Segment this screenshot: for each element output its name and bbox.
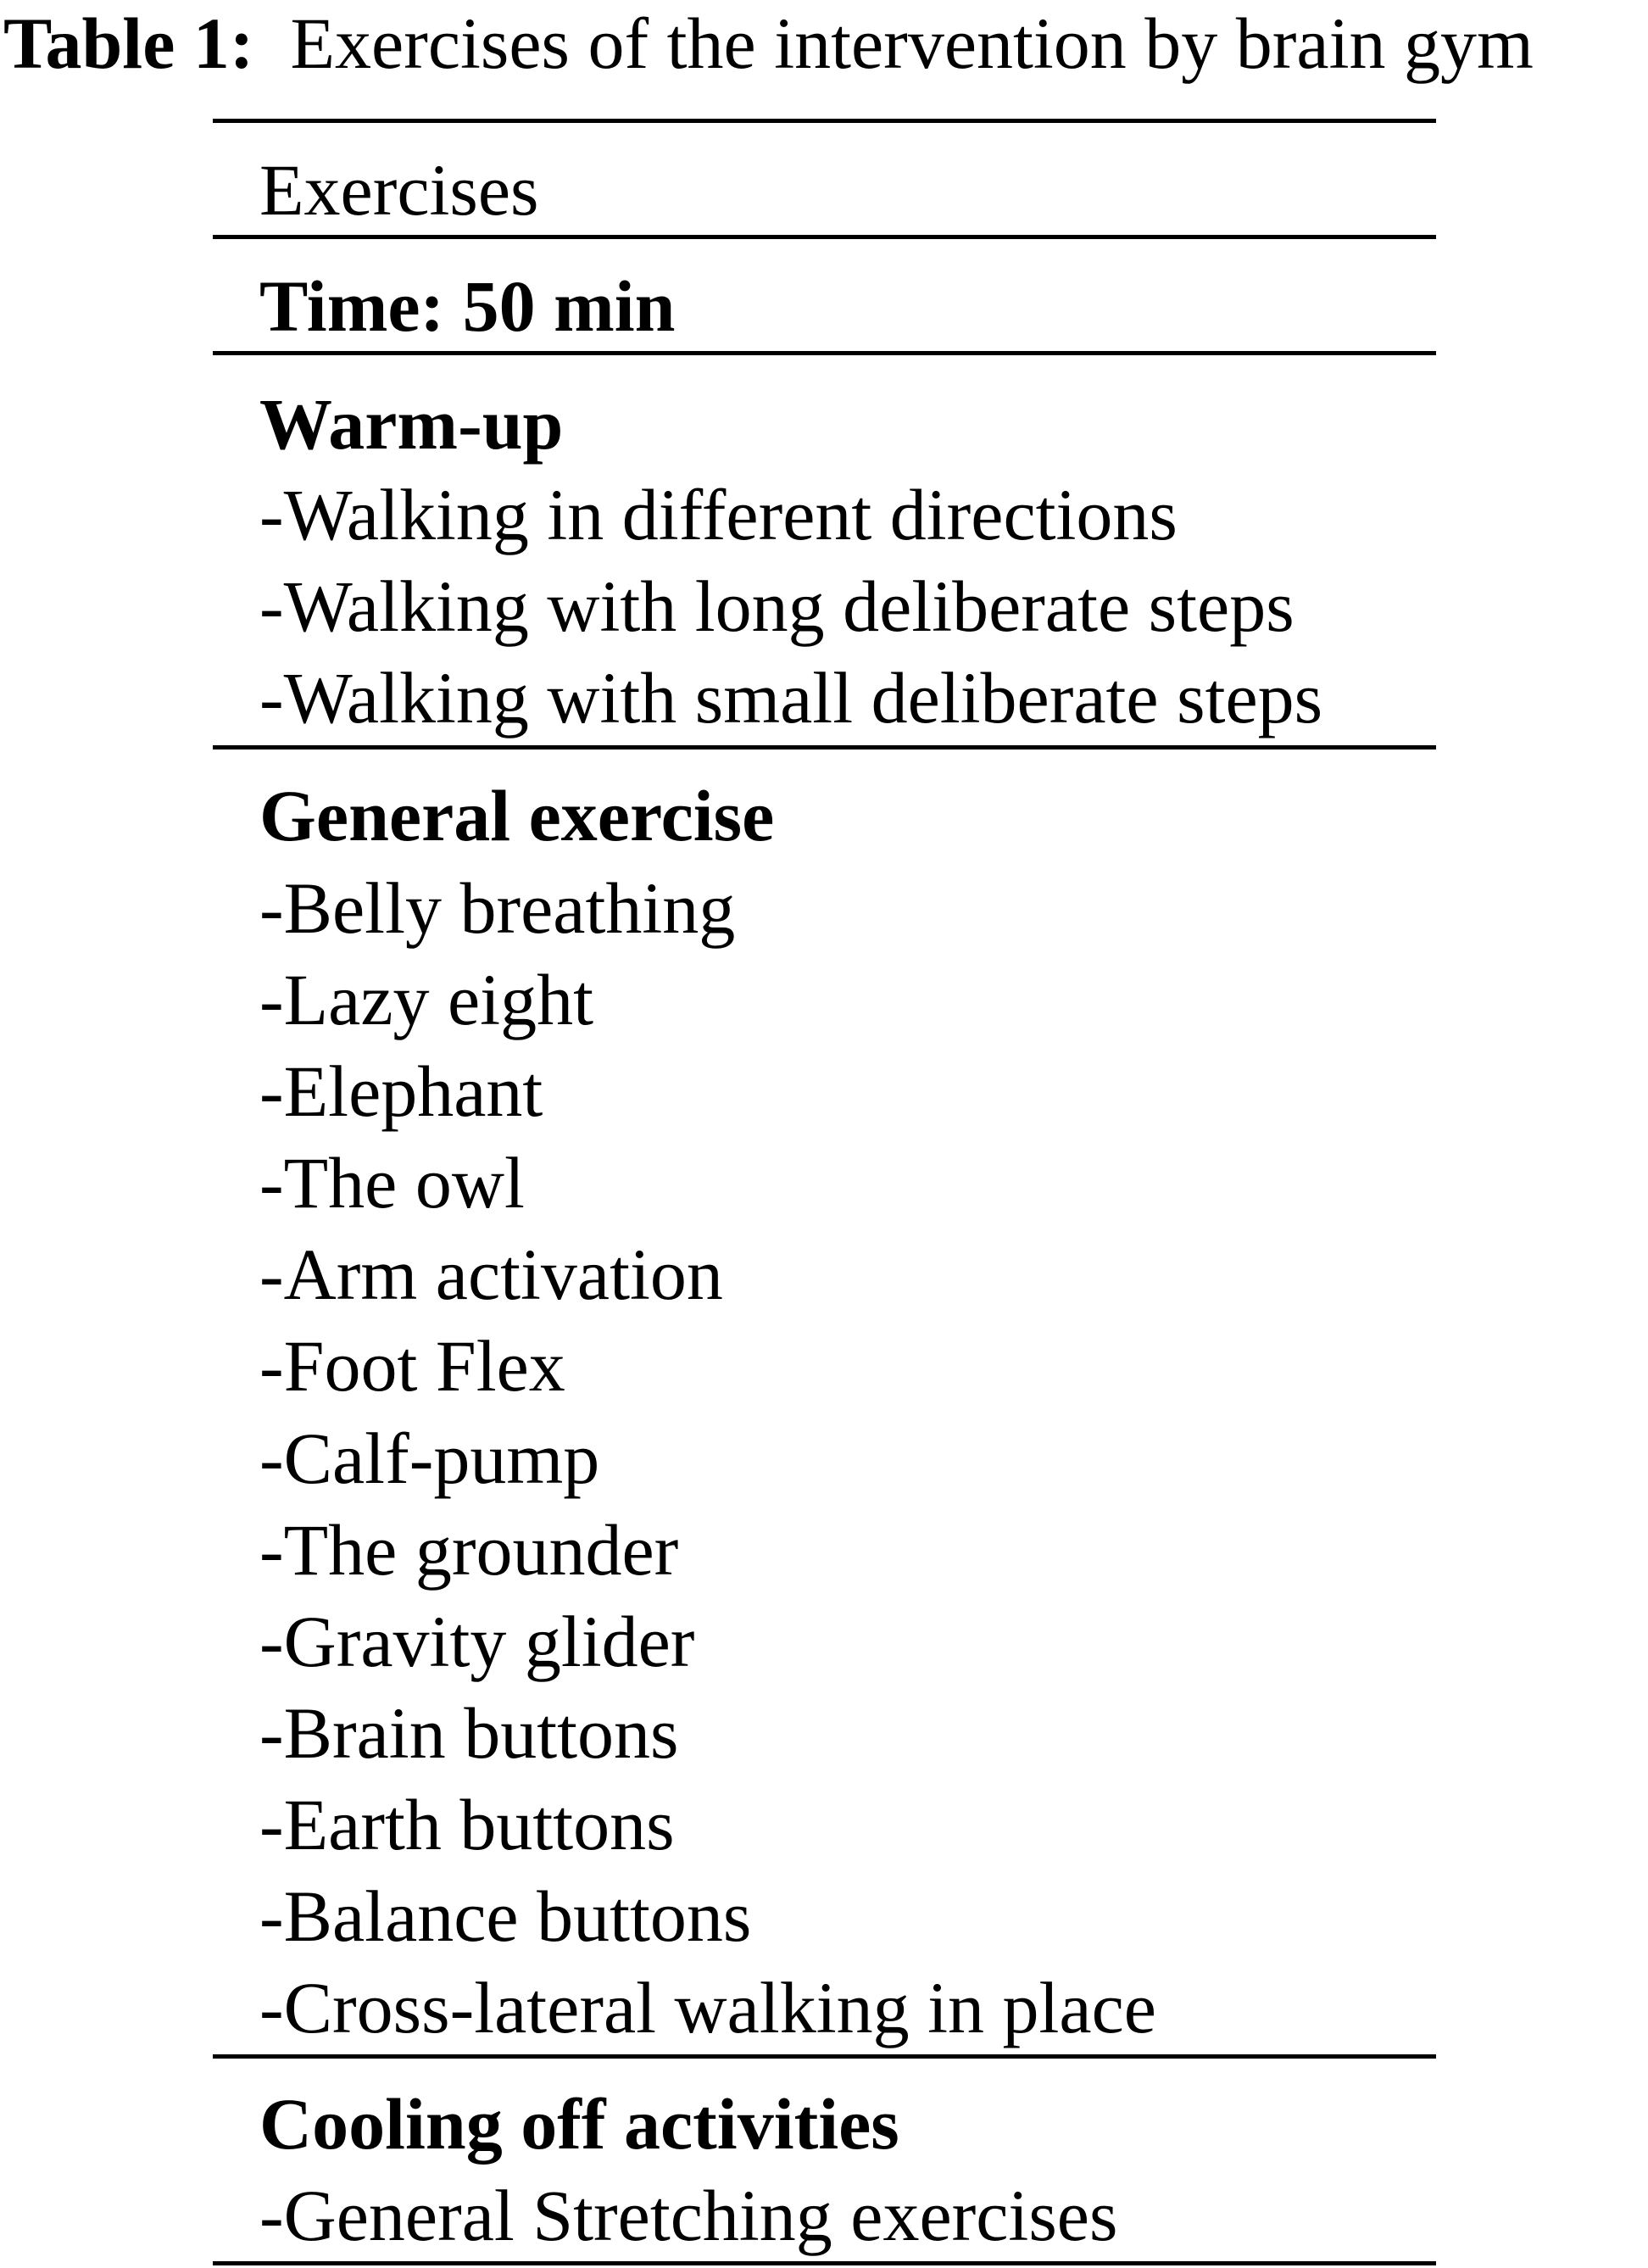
table-row: -Brain buttons (259, 1692, 679, 1774)
table-row: -Elephant (259, 1050, 543, 1132)
section-title-general-exercise: General exercise (259, 775, 775, 856)
table-row: -General Stretching exercises (259, 2175, 1118, 2256)
table-row: -The grounder (259, 1509, 679, 1591)
table-row: -Walking in different directions (259, 474, 1178, 555)
table-row: -Arm activation (259, 1234, 723, 1315)
table-row: -Calf-pump (259, 1418, 600, 1499)
time-row: Time: 50 min (259, 265, 676, 347)
column-header: Exercises (259, 149, 539, 231)
table-row: -Walking with small deliberate steps (259, 657, 1323, 738)
table-row: -Gravity glider (259, 1601, 695, 1682)
header-rule (213, 235, 1436, 239)
warm-up-rule (213, 745, 1436, 749)
table-row: -Balance buttons (259, 1875, 752, 1957)
table-row: -Cross-lateral walking in place (259, 1967, 1156, 2048)
table-caption (3, 0, 1534, 89)
general-exercise-rule (213, 2054, 1436, 2059)
caption-label: Table 1: (3, 3, 254, 84)
table-row: -Foot Flex (259, 1325, 565, 1407)
table-row: -Belly breathing (259, 867, 736, 949)
table-row: -The owl (259, 1142, 525, 1223)
table-row: -Earth buttons (259, 1784, 675, 1865)
table-row: -Lazy eight (259, 959, 593, 1040)
section-title-warm-up: Warm-up (259, 383, 564, 465)
time-rule (213, 351, 1436, 355)
table-row: -Walking with long deliberate steps (259, 566, 1294, 647)
bottom-rule (213, 2261, 1436, 2265)
top-rule (213, 119, 1436, 123)
caption-text: Exercises of the intervention by brain gym (290, 3, 1534, 84)
section-title-cooling-off: Cooling off activities (259, 2083, 899, 2165)
